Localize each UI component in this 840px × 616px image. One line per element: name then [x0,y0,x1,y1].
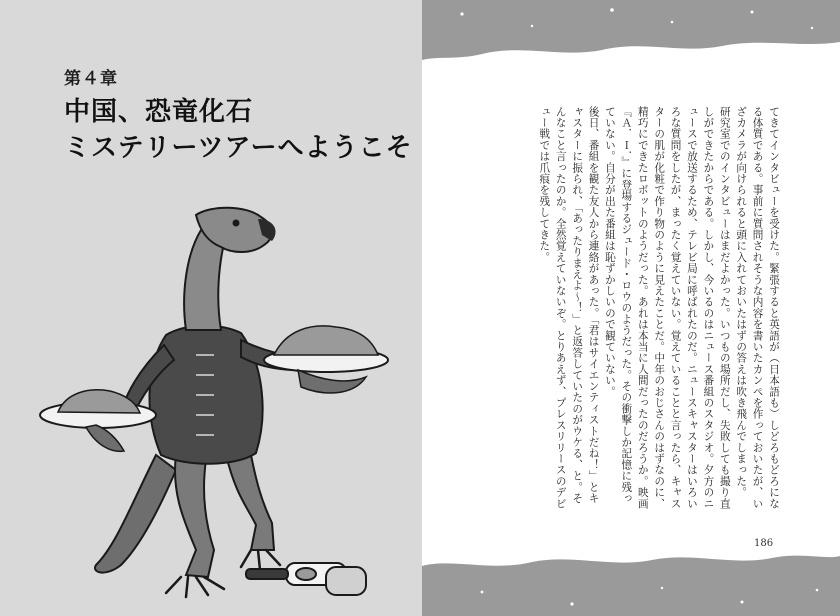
plate-feathers [86,425,124,451]
body-paragraph: てきてインタビューを受けた。緊張すると英語が（日本語も）しどろもどろになる体質である。事前に質問されそうな内容を書いたカンペを作っておいたが、いざカメラが向けられると頭に入れておいたはずの答えは吹き飛んでしまった。 [735,106,780,510]
dinosaur-left-foot [166,577,224,597]
dinosaur-left-leg [175,455,214,577]
body-paragraph: 後日、番組を観た友人から連絡があった。「君はサイエンティストだね！」とキャスターに振られ、「あったりまえよ〜！」と返答していたのがウケる、と。そんなこと言ったのか。全然覚えていないぞ。とりあえず、プレスリリースのデビュー戦では爪痕を残してきた。 [538,106,600,510]
page-number: 186 [754,538,774,549]
dinosaur-waiter-illustration [36,205,416,610]
dinosaur-right-leg [226,455,274,550]
chapter-title-line-2: ミステリーツアーへようこそ [64,133,413,163]
arm-feathers [298,370,366,393]
dinosaur-right-foot [241,550,280,570]
dinosaur-tail [95,455,176,573]
body-text [520,106,782,514]
bottom-decorative-band [422,548,840,616]
body-paragraph: 研究室でのインタビューはまだよかった。いつもの場所だし、失敗しても撮り直しができたからである。しかし、今いるのはニュース番組のスタジオ。夕方のニュースで放送するため、テレビ局に呼ばれたのだ。ニュースキャスターはいろいろな質問をしたが、まったく覚えていない。覚えていることと言ったら、キャスターの肌が化粧で作り物のように見えたことだ。中年のおじさんのはずなのに、精巧にできたロボットのようだった。あれは本当に人間だったのだろうか。映画『Ａ．Ｉ．』に登場するジュード・ロウのようだった。その衝撃しか記憶に残っていない。自分が出た番組は恥ずかしいので観ていない。 [603,106,731,510]
chapter-label: 第４章 [64,69,118,89]
food-pile-right [274,326,378,355]
chapter-title [64,94,413,166]
top-decorative-band [422,0,840,72]
empty-bottles [246,563,366,595]
dinosaur-eye [233,220,240,227]
chapter-title-line-1: 中国、恐竜化石 [64,97,254,127]
